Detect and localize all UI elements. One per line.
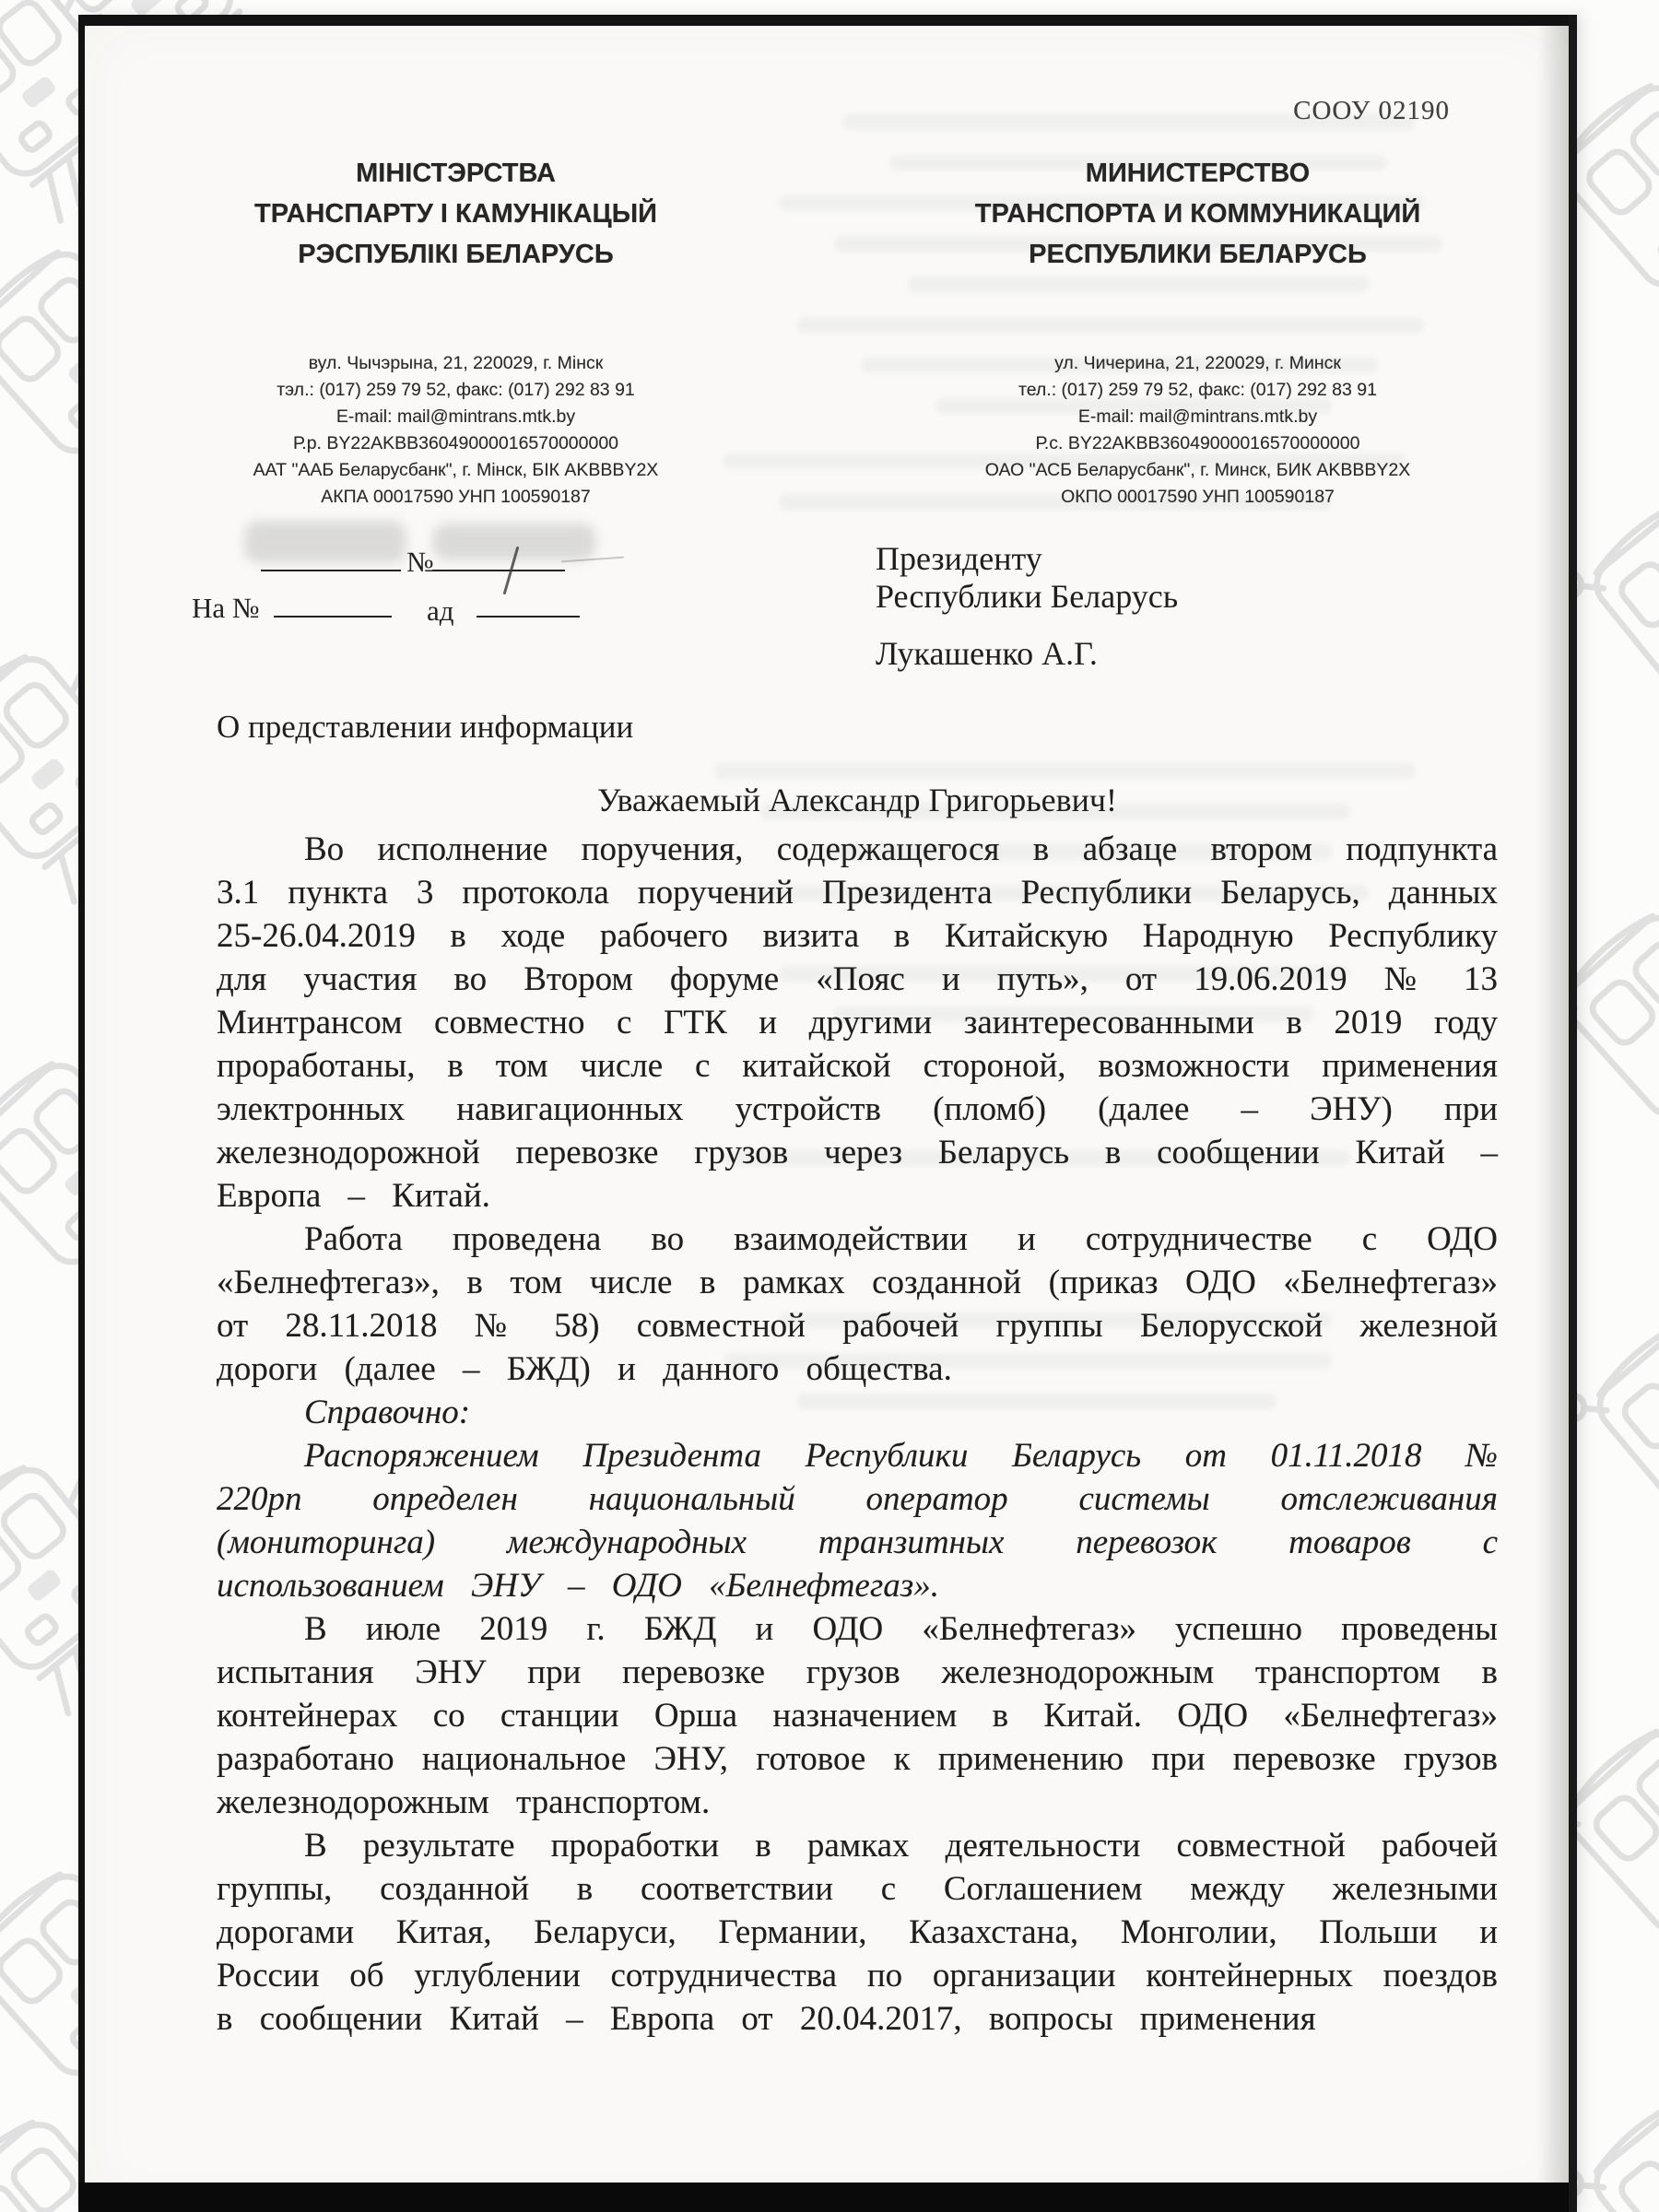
ministry-title-line: ТРАНСПАРТУ І КАМУНІКАЦЫЙ xyxy=(254,199,657,229)
body-paragraph: Работа проведена во взаимодействии и сотрудничестве с ОДО «Белнефтегаз», в том числе в рамках созданной (приказ ОДО «Белнефтегаз» от 28.11.2018 № 58) совместной рабочей группы Белорусской железной дороги (далее – БЖД) и данного общества. xyxy=(217,1220,1498,1388)
letterhead-addresses xyxy=(85,350,1569,511)
bleed-through-line xyxy=(714,763,1415,779)
outgoing-date-blank-line xyxy=(261,546,401,571)
bleed-through-line xyxy=(908,276,1369,292)
salutation: Уважаемый Александр Григорьевич! xyxy=(597,782,1117,818)
document-sheet xyxy=(78,15,1577,2212)
address-line: ул. Чичерина, 21, 220029, г. Минск xyxy=(1054,353,1341,373)
body-paragraph: Справочно: xyxy=(304,1394,471,1431)
doc-code: СООУ 02190 xyxy=(1293,96,1450,125)
reply-to-number-label: На № xyxy=(192,592,260,624)
reply-date-blank-line xyxy=(477,592,580,618)
body-paragraph: В июле 2019 г. БЖД и ОДО «Белнефтегаз» успешно проведены испытания ЭНУ при перевозке грузов железнодорожным транспортом в контейнерах со станции Орша назначением в Китай. ОДО «Белнефтегаз» разработано национальное ЭНУ, готовое к применению при перевозке грузов железнодорожным транспортом. xyxy=(217,1610,1498,1821)
outgoing-number-blank-line xyxy=(432,546,565,571)
scan-border-left xyxy=(78,15,85,2212)
number-sign: № xyxy=(406,546,434,578)
ministry-title-russian xyxy=(827,153,1569,275)
address-line: ОКПО 00017590 УНП 100590187 xyxy=(1061,487,1335,507)
ministry-title-line: РЕСПУБЛИКИ БЕЛАРУСЬ xyxy=(1029,240,1367,269)
addressee-line: Президенту xyxy=(876,540,1042,577)
address-line: тел.: (017) 259 79 52, факс: (017) 292 83 91 xyxy=(1018,380,1377,400)
letterhead xyxy=(85,153,1569,275)
ministry-title-belarusian xyxy=(85,153,827,275)
ministry-title-line: ТРАНСПОРТА И КОММУНИКАЦИЙ xyxy=(974,199,1421,229)
body-paragraph: В результате проработки в рамках деятельности совместной рабочей группы, созданной в соответствии с Соглашением между железными дорогами Китая, Беларуси, Германии, Казахстана, Монголии, Польши и России об углублении сотрудничества по организации контейнерных поездов в сообщении Китай – Европа от 20.04.2017, вопросы применения xyxy=(217,1827,1498,2038)
ministry-title-line: МІНІСТЭРСТВА xyxy=(356,159,556,188)
letter-body xyxy=(217,828,1498,2041)
addressee-block xyxy=(876,540,1178,673)
body-paragraph: Во исполнение поручения, содержащегося в абзаце втором подпункта 3.1 пункта 3 протокола поручений Президента Республики Беларусь, данных 25-26.04.2019 в ходе рабочего визита в Китайскую Народную Республику для участия во Втором форуме «Пояс и путь», от 19.06.2019 № 13 Минтрансом совместно с ГТК и другими заинтересованными в 2019 году проработаны, в том числе с китайской стороной, возможности применения электронных навигационных устройств (пломб) (далее – ЭНУ) при железнодорожной перевозке грузов через Беларусь в сообщении Китай – Европа – Китай. xyxy=(217,830,1498,1215)
right-edge-shadow xyxy=(1537,15,1569,2212)
addressee-name: Лукашенко А.Г. xyxy=(876,635,1098,672)
ministry-title-line: РЭСПУБЛІКІ БЕЛАРУСЬ xyxy=(298,240,614,269)
address-line: ОАО "АСБ Беларусбанк", г. Минск, БИК AKBBBY2X xyxy=(984,460,1411,480)
address-line: Р.с. BY22AKBB36049000016570000000 xyxy=(1035,433,1360,453)
address-line: Р.р. BY22AKBB36049000016570000000 xyxy=(292,433,619,453)
address-line: ААТ "ААБ Беларусбанк", г. Мінск, БІК AKBBBY2X xyxy=(253,460,659,480)
bleed-through-line xyxy=(797,317,1424,333)
reply-number-blank-line xyxy=(274,592,392,618)
scan-border-top xyxy=(78,15,1577,26)
address-line: вул. Чычэрына, 21, 220029, г. Мінск xyxy=(308,353,604,373)
body-paragraph: Распоряжением Президента Республики Беларусь от 01.11.2018 № 220рп определен национальный оператор системы отслеживания (мониторинга) международных транзитных перевозок товаров с использованием ЭНУ – ОДО «Белнефтегаз». xyxy=(217,1437,1498,1605)
address-line: E-mail: mail@mintrans.mtk.by xyxy=(335,406,576,427)
reply-date-label: ад xyxy=(427,594,454,627)
address-line: E-mail: mail@mintrans.mtk.by xyxy=(1077,406,1318,427)
addressee-line: Республики Беларусь xyxy=(876,578,1179,615)
subject-line: О представлении информации xyxy=(217,709,634,745)
scan-border-right xyxy=(1569,15,1577,2212)
address-block-belarusian xyxy=(85,350,827,511)
address-line: тэл.: (017) 259 79 52, факс: (017) 292 83 91 xyxy=(276,380,635,400)
ministry-title-line: МИНИСТЕРСТВО xyxy=(1085,159,1311,188)
address-line: АКПА 00017590 УНП 100590187 xyxy=(321,487,591,507)
address-block-russian xyxy=(827,350,1569,511)
scan-border-bottom xyxy=(78,2183,1577,2212)
